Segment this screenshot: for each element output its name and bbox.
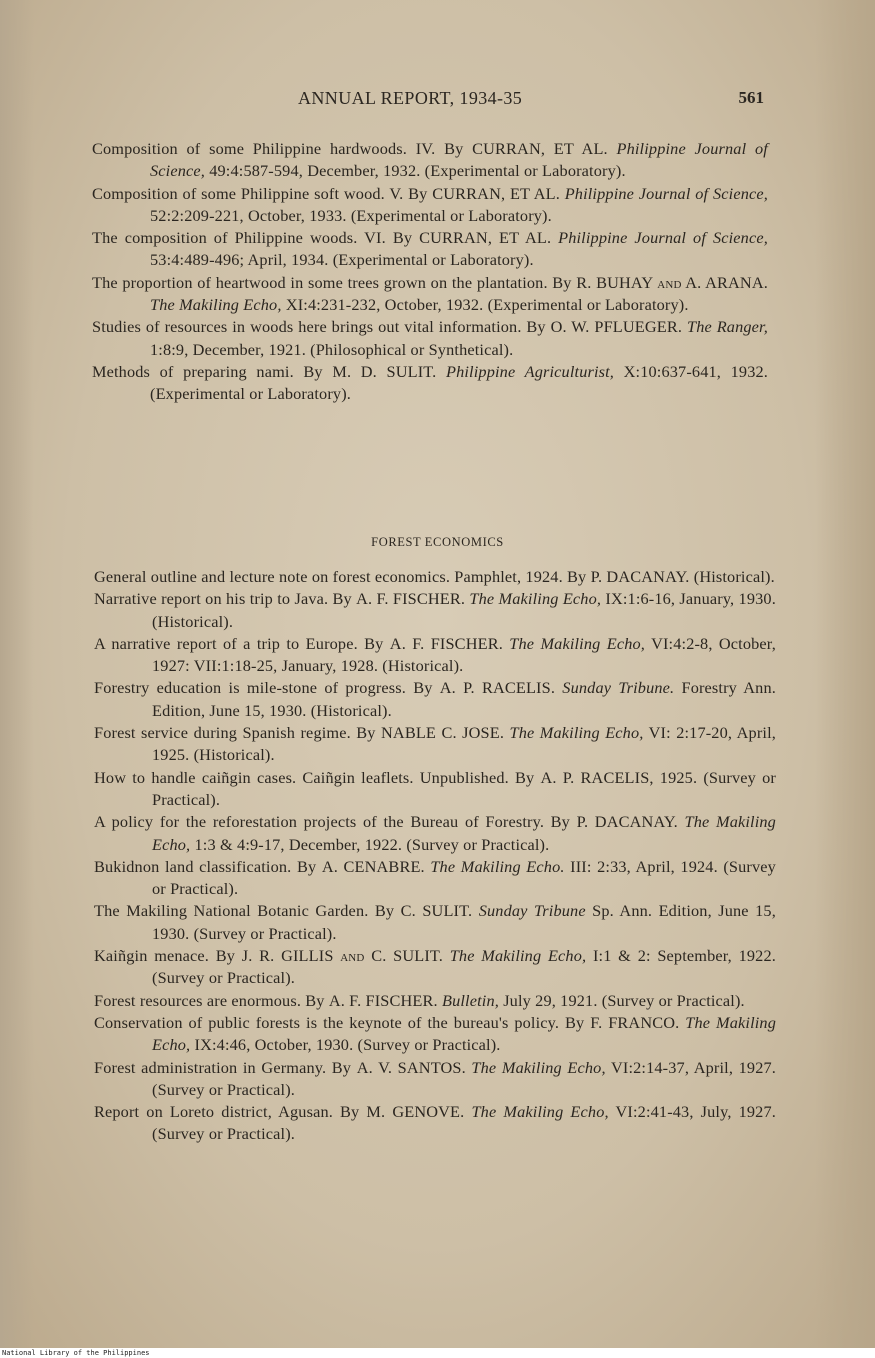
section-heading: FOREST ECONOMICS [371, 535, 504, 549]
bibliography-list-top [92, 138, 768, 406]
entry-author: C. SULIT. [400, 901, 473, 921]
entry-journal: The Makiling Echo, [509, 633, 646, 653]
bibliography-entry: Forest administration in Germany. By A. V. SANTOS. The Makiling Echo, VI:2:14-37, April, 1927. (Survey or Practical). [94, 1057, 776, 1099]
entry-author: P. DACANAY. [590, 567, 690, 586]
entry-author: A. P. RACELIS, [540, 767, 654, 787]
bibliography-entry: The composition of Philippine woods. VI. By CURRAN, ET AL. Philippine Journal of Science, 53:4:489-496; April, 1934. (Experimental or Laboratory). [92, 228, 768, 270]
entry-author: O. W. PFLUEGER. [550, 317, 683, 337]
entry-author: CURRAN, ET AL. [432, 183, 560, 203]
entry-author: A. F. FISCHER. [328, 990, 438, 1010]
entry-author: F. FRANCO. [590, 1012, 680, 1032]
entry-author: A. F. FISCHER. [356, 589, 466, 609]
entry-journal: Philippine Journal of Science, [558, 228, 768, 248]
bibliography-entry: A narrative report of a trip to Europe. By A. F. FISCHER. The Makiling Echo, VI:4:2-8, October, 1927: VII:1:18-25, January, 1928. (Historical). [94, 633, 776, 676]
entry-journal: The Ranger, [686, 317, 768, 337]
entry-journal: The Makiling Echo, [469, 589, 602, 609]
entry-author: CURRAN, ET AL. [472, 139, 608, 158]
running-head [92, 88, 768, 112]
entry-journal: Philippine Agriculturist, [446, 361, 615, 381]
bibliography-list-forest-economics [94, 566, 776, 1146]
entry-journal: The Makiling Echo, [449, 946, 587, 966]
bibliography-entry: Forest service during Spanish regime. By NABLE C. JOSE. The Makiling Echo, VI: 2:17-20, April, 1925. (Historical). [94, 723, 776, 765]
entry-journal: The Makiling Echo, [471, 1102, 609, 1122]
entry-author: J. R. GILLIS and C. SULIT. [241, 946, 444, 966]
bibliography-entry: Composition of some Philippine soft wood. V. By CURRAN, ET AL. Philippine Journal of Science, 52:2:209-221, October, 1933. (Experimental or Laboratory). [92, 183, 768, 225]
entry-journal: Bulletin, [441, 990, 499, 1010]
entry-journal: Sunday Tribune [478, 901, 586, 921]
page-shadow-right [815, 0, 875, 1348]
entry-author: CURRAN, ET AL. [419, 228, 552, 248]
entry-author: M. D. SULIT. [332, 361, 437, 381]
entry-author: NABLE C. JOSE. [381, 723, 505, 743]
entry-journal: Philippine Journal of Science, [150, 139, 768, 181]
bibliography-entry: Forestry education is mile-stone of progress. By A. P. RACELIS. Sunday Tribune. Forestry Ann. Edition, June 15, 1930. (Historical). [94, 678, 776, 720]
entry-author: A. CENABRE. [321, 856, 425, 876]
bibliography-entry: Conservation of public forests is the keynote of the bureau's policy. By F. FRANCO. The Makiling Echo, IX:4:46, October, 1930. (Survey or Practical). [94, 1012, 776, 1055]
bibliography-entry: Bukidnon land classification. By A. CENABRE. The Makiling Echo. III: 2:33, April, 1924. (Survey or Practical). [94, 856, 776, 899]
entry-author: A. V. SANTOS. [356, 1057, 466, 1077]
bibliography-entry: Studies of resources in woods here brings out vital information. By O. W. PFLUEGER. The Ranger, 1:8:9, December, 1921. (Philosophical or Synthetical). [92, 317, 768, 359]
entry-journal: The Makiling Echo, [471, 1057, 606, 1077]
entry-journal: Philippine Journal of Science, [564, 183, 768, 203]
library-credit: National Library of the Philippines [2, 1349, 150, 1357]
page-number: 561 [738, 88, 764, 107]
entry-author: P. DACANAY. [576, 812, 678, 832]
entry-journal: The Makiling Echo, [509, 723, 644, 743]
bibliography-entry: How to handle caiñgin cases. Caiñgin leaflets. Unpublished. By A. P. RACELIS, 1925. (Survey or Practical). [94, 767, 776, 809]
bibliography-entry: The proportion of heartwood in some trees grown on the plantation. By R. BUHAY and A. ARANA. The Makiling Echo, XI:4:231-232, October, 1932. (Experimental or Laboratory). [92, 272, 768, 315]
entry-journal: The Makiling Echo, [152, 1012, 776, 1055]
entry-journal: Sunday Tribune. [562, 678, 675, 698]
entry-author: A. P. RACELIS. [439, 678, 556, 698]
entry-journal: The Makiling Echo. [430, 856, 565, 876]
bibliography-entry: Report on Loreto district, Agusan. By M. GENOVE. The Makiling Echo, VI:2:41-43, July, 1927. (Survey or Practical). [94, 1102, 776, 1144]
running-title: ANNUAL REPORT, 1934-35 [298, 88, 523, 108]
bibliography-entry: Forest resources are enormous. By A. F. FISCHER. Bulletin, July 29, 1921. (Survey or Practical). [94, 990, 745, 1010]
entry-author: A. F. FISCHER. [389, 633, 503, 653]
page-shadow-left [0, 0, 34, 1348]
bibliography-entry: Methods of preparing nami. By M. D. SULIT. Philippine Agriculturist, X:10:637-641, 1932. (Experimental or Laboratory). [92, 361, 768, 404]
entry-author: M. GENOVE. [366, 1102, 465, 1122]
entry-author: R. BUHAY and A. ARANA. [576, 272, 768, 292]
bibliography-entry: A policy for the reforestation projects of the Bureau of Forestry. By P. DACANAY. The Makiling Echo, 1:3 & 4:9-17, December, 1922. (Survey or Practical). [94, 812, 776, 854]
entry-journal: The Makiling Echo, [152, 812, 776, 854]
bibliography-entry: Composition of some Philippine hardwoods. IV. By CURRAN, ET AL. Philippine Journal of Science, 49:4:587-594, December, 1932. (Experimental or Laboratory). [92, 139, 768, 181]
bibliography-entry: Narrative report on his trip to Java. By A. F. FISCHER. The Makiling Echo, IX:1:6-16, January, 1930. (Historical). [94, 589, 776, 631]
bibliography-entry: General outline and lecture note on forest economics. Pamphlet, 1924. By P. DACANAY. (Historical). [94, 567, 775, 586]
bibliography-entry: Kaiñgin menace. By J. R. GILLIS and C. SULIT. The Makiling Echo, I:1 & 2: September, 1922. (Survey or Practical). [94, 946, 776, 988]
entry-journal: The Makiling Echo, [150, 295, 282, 315]
bibliography-entry: The Makiling National Botanic Garden. By C. SULIT. Sunday Tribune Sp. Ann. Edition, June 15, 1930. (Survey or Practical). [94, 901, 776, 943]
